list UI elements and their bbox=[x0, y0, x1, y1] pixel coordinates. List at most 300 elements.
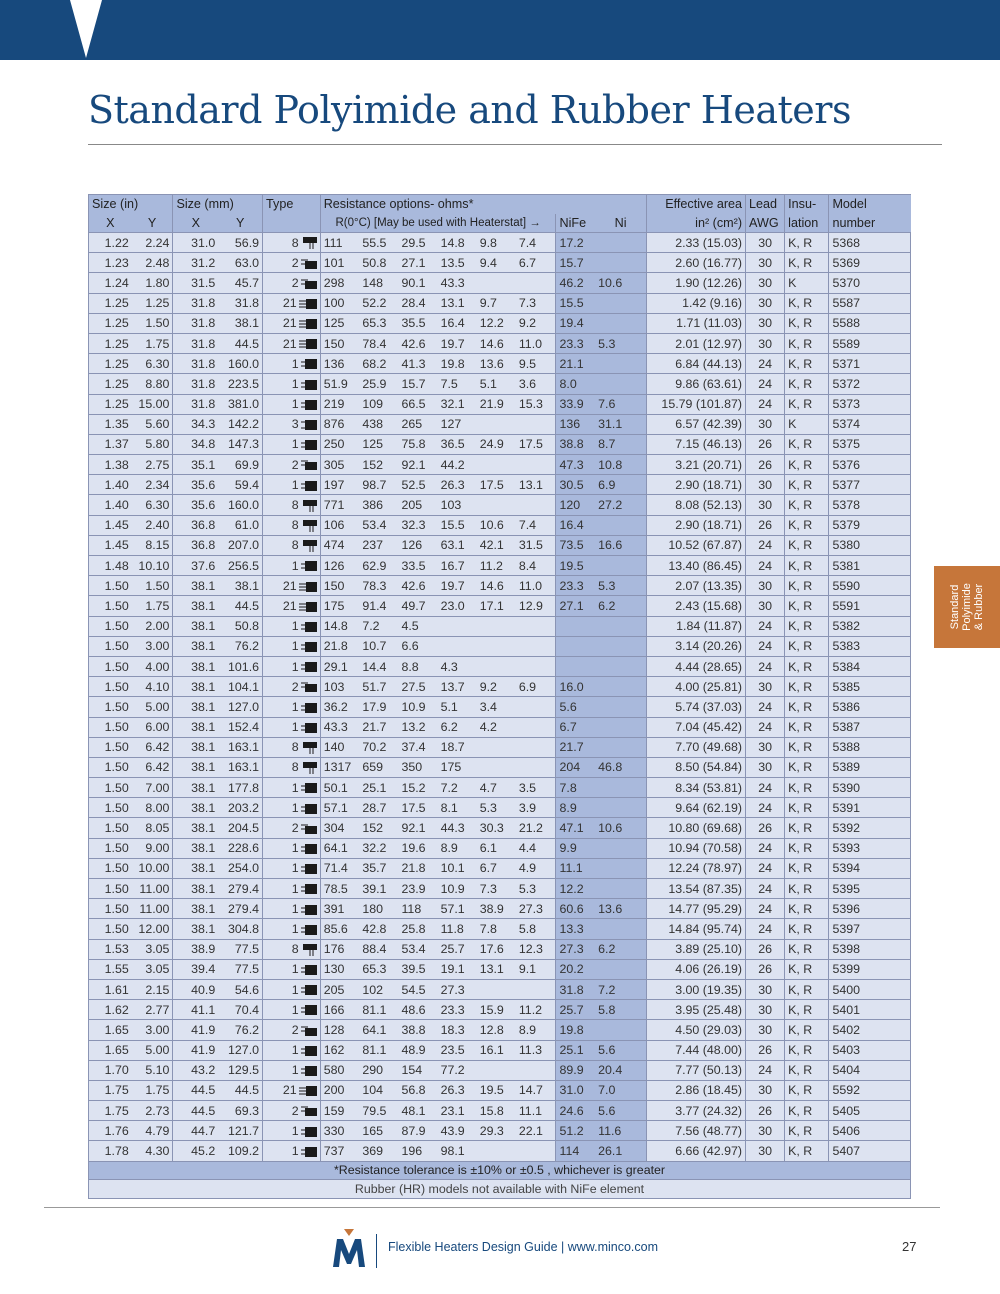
table-cell: 1.75 bbox=[132, 1080, 173, 1100]
table-cell: K, R bbox=[785, 596, 829, 616]
type-cell bbox=[263, 556, 321, 576]
table-cell: 38.9 bbox=[477, 899, 516, 919]
table-cell: 6.7 bbox=[516, 253, 556, 273]
table-cell: 160.0 bbox=[218, 495, 262, 515]
table-cell: 44.3 bbox=[438, 818, 477, 838]
table-cell: 5398 bbox=[829, 939, 911, 959]
table-cell: 26 bbox=[746, 939, 785, 959]
table-cell: 205 bbox=[320, 979, 359, 999]
table-cell: 50.8 bbox=[359, 253, 398, 273]
table-cell: 48.9 bbox=[398, 1040, 437, 1060]
table-cell: 1.22 bbox=[89, 233, 132, 253]
table-cell: 37.6 bbox=[173, 556, 218, 576]
table-cell: K, R bbox=[785, 1040, 829, 1060]
table-row bbox=[89, 1040, 911, 1060]
table-cell: 7.4 bbox=[516, 233, 556, 253]
table-cell bbox=[595, 677, 647, 697]
type-cell bbox=[263, 757, 321, 777]
table-cell: 114 bbox=[556, 1141, 595, 1161]
table-cell: 1.50 bbox=[89, 677, 132, 697]
type-cell bbox=[263, 1121, 321, 1141]
table-cell: 10.6 bbox=[477, 515, 516, 535]
table-cell: 6.1 bbox=[477, 838, 516, 858]
type-cell bbox=[263, 414, 321, 434]
table-cell: 120 bbox=[556, 495, 595, 515]
table-cell: 35.1 bbox=[173, 455, 218, 475]
table-cell bbox=[595, 919, 647, 939]
table-cell: 1.71 (11.03) bbox=[647, 313, 746, 333]
table-cell bbox=[477, 273, 516, 293]
table-cell: 4.3 bbox=[438, 656, 477, 676]
table-cell: 31.8 bbox=[173, 293, 218, 313]
table-cell: 5.8 bbox=[595, 1000, 647, 1020]
table-cell: 27.1 bbox=[398, 253, 437, 273]
table-cell bbox=[595, 1020, 647, 1040]
type-number: 3 bbox=[291, 417, 299, 432]
table-cell: 1317 bbox=[320, 757, 359, 777]
table-cell: 1.25 bbox=[89, 394, 132, 414]
table-cell: 3.21 (20.71) bbox=[647, 455, 746, 475]
table-cell: 150 bbox=[320, 333, 359, 353]
table-cell: K, R bbox=[785, 374, 829, 394]
table-cell: 159 bbox=[320, 1101, 359, 1121]
table-cell: 30 bbox=[746, 313, 785, 333]
table-cell: 30 bbox=[746, 737, 785, 757]
table-cell: 1.55 bbox=[89, 959, 132, 979]
table-cell: 6.2 bbox=[595, 596, 647, 616]
heater-type-1-icon bbox=[299, 357, 317, 371]
type-cell bbox=[263, 677, 321, 697]
table-cell: 92.1 bbox=[398, 455, 437, 475]
table-cell: 1.50 bbox=[89, 596, 132, 616]
type-cell bbox=[263, 455, 321, 475]
table-cell: 10.7 bbox=[359, 636, 398, 656]
top-banner bbox=[0, 0, 1000, 60]
table-cell: 3.9 bbox=[516, 798, 556, 818]
table-cell: 100 bbox=[320, 293, 359, 313]
table-cell: 3.00 bbox=[132, 636, 173, 656]
table-cell: K, R bbox=[785, 475, 829, 495]
table-row bbox=[89, 798, 911, 818]
table-cell: 14.77 (95.29) bbox=[647, 899, 746, 919]
type-cell bbox=[263, 798, 321, 818]
table-cell: 1.25 bbox=[89, 333, 132, 353]
section-tab[interactable] bbox=[934, 566, 1000, 648]
type-cell bbox=[263, 333, 321, 353]
table-cell: 140 bbox=[320, 737, 359, 757]
table-cell: 5400 bbox=[829, 979, 911, 999]
table-cell: 70.4 bbox=[218, 1000, 262, 1020]
table-cell bbox=[477, 1141, 516, 1161]
table-cell: 175 bbox=[438, 757, 477, 777]
table-cell: 11.2 bbox=[516, 1000, 556, 1020]
table-cell: 32.2 bbox=[359, 838, 398, 858]
table-cell: 38.1 bbox=[218, 313, 262, 333]
table-row bbox=[89, 959, 911, 979]
table-cell: K, R bbox=[785, 677, 829, 697]
heater-type-1-icon bbox=[299, 478, 317, 492]
table-cell: 30 bbox=[746, 333, 785, 353]
table-cell: 5396 bbox=[829, 899, 911, 919]
table-cell: 111 bbox=[320, 233, 359, 253]
table-cell: 147.3 bbox=[218, 434, 262, 454]
resistance-tolerance-note: *Resistance tolerance is ±10% or ±0.5 , whichever is greater bbox=[88, 1162, 911, 1180]
table-cell: 3.00 bbox=[132, 1020, 173, 1040]
table-cell: 5377 bbox=[829, 475, 911, 495]
table-cell: 2.43 (15.68) bbox=[647, 596, 746, 616]
type-number: 21 bbox=[282, 598, 297, 613]
table-cell: 24 bbox=[746, 778, 785, 798]
type-number: 2 bbox=[291, 821, 299, 836]
type-cell bbox=[263, 636, 321, 656]
table-cell bbox=[595, 656, 647, 676]
table-cell: 15.3 bbox=[516, 394, 556, 414]
table-cell bbox=[516, 717, 556, 737]
table-cell bbox=[477, 636, 516, 656]
table-cell: 81.1 bbox=[359, 1000, 398, 1020]
table-cell: 1.50 bbox=[89, 616, 132, 636]
table-cell: 1.35 bbox=[89, 414, 132, 434]
table-cell: 63.1 bbox=[438, 535, 477, 555]
type-number: 8 bbox=[291, 760, 299, 775]
table-cell: 5.74 (37.03) bbox=[647, 697, 746, 717]
table-cell: 30 bbox=[746, 293, 785, 313]
type-number: 2 bbox=[291, 679, 299, 694]
table-cell: 5592 bbox=[829, 1080, 911, 1100]
table-cell: 19.5 bbox=[477, 1080, 516, 1100]
table-cell: 9.64 (62.19) bbox=[647, 798, 746, 818]
table-cell: 15.2 bbox=[398, 778, 437, 798]
table-cell: 6.7 bbox=[477, 858, 516, 878]
table-row bbox=[89, 1000, 911, 1020]
table-cell: 121.7 bbox=[218, 1121, 262, 1141]
table-cell: 34.3 bbox=[173, 414, 218, 434]
table-cell: 21.8 bbox=[398, 858, 437, 878]
table-cell: 81.1 bbox=[359, 1040, 398, 1060]
table-cell: K, R bbox=[785, 535, 829, 555]
table-cell: 31.0 bbox=[556, 1080, 595, 1100]
table-cell: 11.00 bbox=[132, 879, 173, 899]
table-cell: 5388 bbox=[829, 737, 911, 757]
table-cell: 31.1 bbox=[595, 414, 647, 434]
table-cell: 176 bbox=[320, 939, 359, 959]
table-row bbox=[89, 939, 911, 959]
table-cell: 77.5 bbox=[218, 959, 262, 979]
table-cell: 30 bbox=[746, 1020, 785, 1040]
table-cell: 109.2 bbox=[218, 1141, 262, 1161]
table-cell: 279.4 bbox=[218, 879, 262, 899]
header-lation: lation bbox=[785, 214, 829, 233]
heater-type-1-icon bbox=[299, 1003, 317, 1017]
table-cell: 36.8 bbox=[173, 535, 218, 555]
table-cell: 8.80 bbox=[132, 374, 173, 394]
table-row bbox=[89, 979, 911, 999]
table-cell: 44.5 bbox=[173, 1080, 218, 1100]
table-cell: 13.40 (86.45) bbox=[647, 556, 746, 576]
table-cell: 17.1 bbox=[477, 596, 516, 616]
table-cell: 24 bbox=[746, 535, 785, 555]
heater-type-1-icon bbox=[299, 801, 317, 815]
type-cell bbox=[263, 737, 321, 757]
table-cell: 90.1 bbox=[398, 273, 437, 293]
table-cell: 5403 bbox=[829, 1040, 911, 1060]
heater-type-1-icon bbox=[299, 861, 317, 875]
table-cell: 205 bbox=[398, 495, 437, 515]
table-cell: 1.50 bbox=[89, 818, 132, 838]
table-cell: 5397 bbox=[829, 919, 911, 939]
table-cell: 1.38 bbox=[89, 455, 132, 475]
table-cell: 6.57 (42.39) bbox=[647, 414, 746, 434]
table-cell: 13.5 bbox=[438, 253, 477, 273]
heater-type-2-icon bbox=[299, 821, 317, 835]
table-cell: 6.9 bbox=[595, 475, 647, 495]
table-cell: 125 bbox=[320, 313, 359, 333]
table-cell: 21.8 bbox=[320, 636, 359, 656]
type-cell bbox=[263, 1020, 321, 1040]
table-cell: 330 bbox=[320, 1121, 359, 1141]
table-cell: 2.90 (18.71) bbox=[647, 515, 746, 535]
header-in-x: X bbox=[89, 214, 132, 233]
footer-guide-link[interactable]: Flexible Heaters Design Guide | www.minco.com bbox=[388, 1240, 659, 1254]
table-cell: 15.7 bbox=[398, 374, 437, 394]
table-cell: 21.2 bbox=[516, 818, 556, 838]
table-cell: 16.7 bbox=[438, 556, 477, 576]
table-cell: 1.84 (11.87) bbox=[647, 616, 746, 636]
table-cell: 29.5 bbox=[398, 233, 437, 253]
table-cell: 4.44 (28.65) bbox=[647, 656, 746, 676]
table-cell: K, R bbox=[785, 616, 829, 636]
type-number: 1 bbox=[291, 720, 299, 735]
table-cell: 77.2 bbox=[438, 1060, 477, 1080]
table-cell: 8.34 (53.81) bbox=[647, 778, 746, 798]
table-cell: 76.2 bbox=[218, 636, 262, 656]
table-cell: 79.5 bbox=[359, 1101, 398, 1121]
type-number: 1 bbox=[291, 1043, 299, 1058]
table-cell: K, R bbox=[785, 313, 829, 333]
table-cell: 5591 bbox=[829, 596, 911, 616]
table-row bbox=[89, 899, 911, 919]
table-cell: 5588 bbox=[829, 313, 911, 333]
table-cell: K, R bbox=[785, 717, 829, 737]
table-cell: 9.00 bbox=[132, 838, 173, 858]
table-cell: 12.2 bbox=[556, 879, 595, 899]
table-cell: 87.9 bbox=[398, 1121, 437, 1141]
table-cell: 13.6 bbox=[477, 354, 516, 374]
table-row bbox=[89, 697, 911, 717]
table-cell: K, R bbox=[785, 919, 829, 939]
heater-type-21-icon bbox=[297, 599, 317, 613]
table-cell: 43.9 bbox=[438, 1121, 477, 1141]
table-cell: 26.3 bbox=[438, 1080, 477, 1100]
table-cell: K bbox=[785, 414, 829, 434]
table-cell: 17.9 bbox=[359, 697, 398, 717]
table-cell: 29.1 bbox=[320, 656, 359, 676]
table-cell: 254.0 bbox=[218, 858, 262, 878]
section-tab-line-1: Standard bbox=[949, 584, 961, 630]
table-cell: 30 bbox=[746, 677, 785, 697]
table-cell: 31.0 bbox=[173, 233, 218, 253]
table-cell: 5373 bbox=[829, 394, 911, 414]
table-cell: 17.5 bbox=[477, 475, 516, 495]
table-cell: 2.34 bbox=[132, 475, 173, 495]
type-cell bbox=[263, 879, 321, 899]
table-cell: 32.1 bbox=[438, 394, 477, 414]
table-cell: 77.5 bbox=[218, 939, 262, 959]
table-row bbox=[89, 535, 911, 555]
type-number: 2 bbox=[291, 1103, 299, 1118]
table-cell bbox=[516, 1060, 556, 1080]
table-cell: 30 bbox=[746, 414, 785, 434]
table-cell: 1.75 bbox=[132, 333, 173, 353]
header-effective-units: in² (cm²) bbox=[647, 214, 746, 233]
type-cell bbox=[263, 313, 321, 333]
table-cell: 2.86 (18.45) bbox=[647, 1080, 746, 1100]
table-cell: 1.50 bbox=[89, 576, 132, 596]
heater-spec-table bbox=[88, 194, 911, 1199]
type-cell bbox=[263, 1101, 321, 1121]
table-cell bbox=[595, 717, 647, 737]
type-number: 1 bbox=[291, 397, 299, 412]
table-cell bbox=[595, 697, 647, 717]
banner-notch bbox=[70, 0, 102, 58]
table-cell: 57.1 bbox=[438, 899, 477, 919]
table-cell: 46.2 bbox=[556, 273, 595, 293]
table-cell: 38.1 bbox=[173, 818, 218, 838]
table-cell: 30 bbox=[746, 495, 785, 515]
header-type-blank bbox=[263, 214, 321, 233]
type-cell bbox=[263, 656, 321, 676]
heater-type-2-icon bbox=[299, 1104, 317, 1118]
header-nife: NiFe bbox=[556, 214, 595, 233]
table-cell: 11.00 bbox=[132, 899, 173, 919]
table-cell: 70.2 bbox=[359, 737, 398, 757]
table-cell: 2.48 bbox=[132, 253, 173, 273]
heater-type-2-icon bbox=[299, 680, 317, 694]
table-cell bbox=[516, 495, 556, 515]
table-cell: 50.1 bbox=[320, 778, 359, 798]
table-cell: 44.5 bbox=[218, 596, 262, 616]
table-cell bbox=[516, 414, 556, 434]
table-cell: 30 bbox=[746, 273, 785, 293]
type-cell bbox=[263, 273, 321, 293]
table-cell bbox=[477, 737, 516, 757]
table-cell: 163.1 bbox=[218, 757, 262, 777]
table-cell: 28.4 bbox=[398, 293, 437, 313]
table-cell: 24 bbox=[746, 394, 785, 414]
table-cell: K, R bbox=[785, 1121, 829, 1141]
table-cell: K, R bbox=[785, 253, 829, 273]
header-in-y: Y bbox=[147, 215, 157, 230]
minco-logo-icon bbox=[332, 1228, 366, 1268]
table-cell: 15.5 bbox=[438, 515, 477, 535]
table-cell: 386 bbox=[359, 495, 398, 515]
type-cell bbox=[263, 818, 321, 838]
table-cell: 12.00 bbox=[132, 919, 173, 939]
table-cell bbox=[516, 636, 556, 656]
table-cell: 8.00 bbox=[132, 798, 173, 818]
table-cell: 5404 bbox=[829, 1060, 911, 1080]
table-cell: 13.1 bbox=[438, 293, 477, 313]
table-cell: 5374 bbox=[829, 414, 911, 434]
table-cell: 66.5 bbox=[398, 394, 437, 414]
table-cell: 7.4 bbox=[516, 515, 556, 535]
footer-divider bbox=[44, 1207, 940, 1208]
table-cell: 30 bbox=[746, 253, 785, 273]
table-cell: 5.1 bbox=[477, 374, 516, 394]
table-row bbox=[89, 737, 911, 757]
table-cell: 27.3 bbox=[438, 979, 477, 999]
table-cell bbox=[556, 636, 595, 656]
table-cell: 36.2 bbox=[320, 697, 359, 717]
table-cell: K, R bbox=[785, 1060, 829, 1080]
table-cell bbox=[516, 757, 556, 777]
table-cell: 5395 bbox=[829, 879, 911, 899]
table-cell: 5378 bbox=[829, 495, 911, 515]
table-body bbox=[89, 233, 911, 1162]
table-cell: 8.9 bbox=[556, 798, 595, 818]
type-cell bbox=[263, 374, 321, 394]
table-cell: 41.1 bbox=[173, 1000, 218, 1020]
table-cell bbox=[595, 556, 647, 576]
table-cell: 1.50 bbox=[89, 717, 132, 737]
table-cell: 16.4 bbox=[438, 313, 477, 333]
table-cell: 29.3 bbox=[477, 1121, 516, 1141]
table-cell: 7.2 bbox=[359, 616, 398, 636]
table-cell: 52.2 bbox=[359, 293, 398, 313]
table-cell: 31.5 bbox=[173, 273, 218, 293]
table-cell bbox=[477, 1060, 516, 1080]
table-cell bbox=[595, 737, 647, 757]
type-cell bbox=[263, 858, 321, 878]
table-cell bbox=[516, 616, 556, 636]
table-cell: 33.5 bbox=[398, 556, 437, 576]
table-cell: 9.8 bbox=[477, 233, 516, 253]
heater-type-1-icon bbox=[299, 983, 317, 997]
table-cell: 19.6 bbox=[398, 838, 437, 858]
type-cell bbox=[263, 354, 321, 374]
table-cell: 6.6 bbox=[398, 636, 437, 656]
table-cell: 223.5 bbox=[218, 374, 262, 394]
table-cell: 21.7 bbox=[556, 737, 595, 757]
table-cell: 6.84 (44.13) bbox=[647, 354, 746, 374]
table-cell: 48.1 bbox=[398, 1101, 437, 1121]
table-row bbox=[89, 858, 911, 878]
table-cell: 11.1 bbox=[516, 1101, 556, 1121]
table-cell: 11.3 bbox=[516, 1040, 556, 1060]
table-cell: 6.42 bbox=[132, 737, 173, 757]
table-cell: 265 bbox=[398, 414, 437, 434]
table-cell: 103 bbox=[320, 677, 359, 697]
table-cell: 4.06 (26.19) bbox=[647, 959, 746, 979]
table-cell: 8.15 bbox=[132, 535, 173, 555]
table-cell: 175 bbox=[320, 596, 359, 616]
table-cell: 298 bbox=[320, 273, 359, 293]
table-cell: 75.8 bbox=[398, 434, 437, 454]
table-cell bbox=[516, 979, 556, 999]
table-cell: 5394 bbox=[829, 858, 911, 878]
heater-type-2-icon bbox=[299, 276, 317, 290]
table-cell: 162 bbox=[320, 1040, 359, 1060]
table-cell: 11.0 bbox=[516, 333, 556, 353]
type-number: 2 bbox=[291, 275, 299, 290]
table-row bbox=[89, 374, 911, 394]
table-cell: 8.8 bbox=[398, 656, 437, 676]
table-cell: 38.1 bbox=[173, 838, 218, 858]
table-cell: 35.5 bbox=[398, 313, 437, 333]
table-row bbox=[89, 596, 911, 616]
table-cell: 1.70 bbox=[89, 1060, 132, 1080]
table-cell: 237 bbox=[359, 535, 398, 555]
